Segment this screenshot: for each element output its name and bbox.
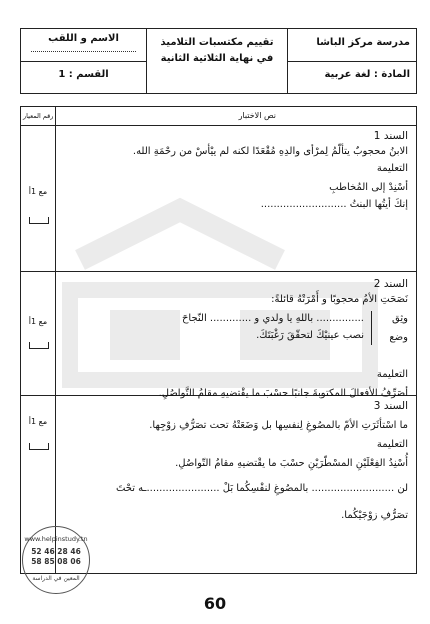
verb-list bbox=[371, 311, 408, 345]
criterion-column-header: رقم المعيار bbox=[23, 112, 54, 120]
test-column-header: نص الاختبار bbox=[238, 111, 276, 120]
sanad-2-text: نَصَحَتِ الأمُ محجوبًا و أَمْرَتْهُ قائلةً: bbox=[271, 294, 408, 305]
fill-2-line-1: ............... باللهِ يا ولدي و ............. النّجاحَ bbox=[181, 313, 364, 324]
title-cell bbox=[146, 29, 287, 93]
verb-word-1: وثِق bbox=[392, 313, 408, 324]
fill-3-line-2: تصَرُّفِ زوْجَيْكُما. bbox=[341, 510, 408, 521]
score-box-2[interactable] bbox=[29, 342, 49, 349]
sanad-3-label: السند 3 bbox=[373, 400, 408, 412]
instruction-1-label: التعليمة bbox=[376, 163, 408, 174]
task-1-line-1: أسْنِدْ إلى المُخاطبِ bbox=[329, 182, 408, 193]
sanad-1-label: السند 1 bbox=[373, 130, 408, 142]
verbs-block bbox=[61, 311, 408, 345]
school-cell bbox=[287, 29, 416, 93]
stamp-website: www.helpinstudy.tn bbox=[24, 535, 88, 543]
task-2-text: أصَرِّفُ الأفعالَ المكتوبةَ جانبًا حسْبَ ما يقْتضيهِ مقامُ التَّواصُلِ. bbox=[158, 388, 408, 399]
stamp-phone-1: 52 46 28 46 bbox=[31, 547, 81, 556]
instruction-2-label: التعليمة bbox=[376, 369, 408, 380]
task-1-line-2: إنكَ أيتُها البنتُ ........................... bbox=[260, 199, 408, 210]
stamp-phone-2: 58 85 08 06 bbox=[31, 557, 81, 566]
name-label: الاسم و اللقب bbox=[48, 33, 119, 44]
sanad-2-label: السند 2 bbox=[373, 278, 408, 290]
score-box-3[interactable] bbox=[29, 443, 49, 450]
sanad-1-text: الابنُ محجوبٌ يتألّمُ لِمرْأى والدِهِ مُقْعَدًا لكنه لم ييْأسْ من رحْمَةِ الله. bbox=[132, 146, 408, 157]
score-box-1[interactable] bbox=[29, 217, 49, 224]
stamp-caption: المعين في الدراسة bbox=[32, 575, 80, 582]
exam-title: تقييم مكتسبات التلاميذ bbox=[160, 37, 274, 48]
sanad-3-text: ما اسْتأثَرَتِ الأمّ بالمصُوغِ لِنفسِها بل وَضَعَتْهُ تحت تصَرُّفِ زوْجِها. bbox=[149, 420, 408, 431]
class-label: القسم : 1 bbox=[58, 69, 109, 80]
exam-subtitle: في نهاية الثلاثية الثانية bbox=[160, 53, 274, 64]
header-table bbox=[20, 28, 417, 94]
exam-table bbox=[20, 106, 417, 574]
page-number: 60 bbox=[203, 594, 227, 613]
section-2 bbox=[61, 277, 408, 401]
publisher-stamp bbox=[22, 526, 90, 594]
instruction-3-label: التعليمة bbox=[376, 439, 408, 450]
criterion-3: مع 1أ bbox=[28, 417, 48, 426]
section-3 bbox=[61, 399, 408, 523]
student-cell bbox=[21, 29, 146, 93]
fill-2-line-2: نصب عينيْكَ لتحقّقَ رَغْبَتَكَ. bbox=[256, 330, 364, 341]
section-1 bbox=[61, 129, 408, 212]
criterion-1: مع 1أ bbox=[28, 187, 48, 196]
task-3-text: أُسْنِدُ الفِعْلَيْنِ المسْطّرَيْنِ حسْبَ ما يقْتضيهِ مقامُ التّواصُلِ. bbox=[175, 458, 408, 469]
criterion-2: مع 1أ bbox=[28, 317, 48, 326]
school-name: مدرسة مركز الباشا bbox=[316, 37, 410, 48]
verb-word-2: وضع bbox=[389, 332, 408, 343]
fill-3-line-1: لن .......................... بالمصُوغِ لنفْسِكُما بَلْ .......................ـه تحْتَ bbox=[115, 483, 408, 494]
name-dotted-line bbox=[31, 51, 136, 52]
subject-label: المادة : لغة عربية bbox=[324, 69, 410, 80]
